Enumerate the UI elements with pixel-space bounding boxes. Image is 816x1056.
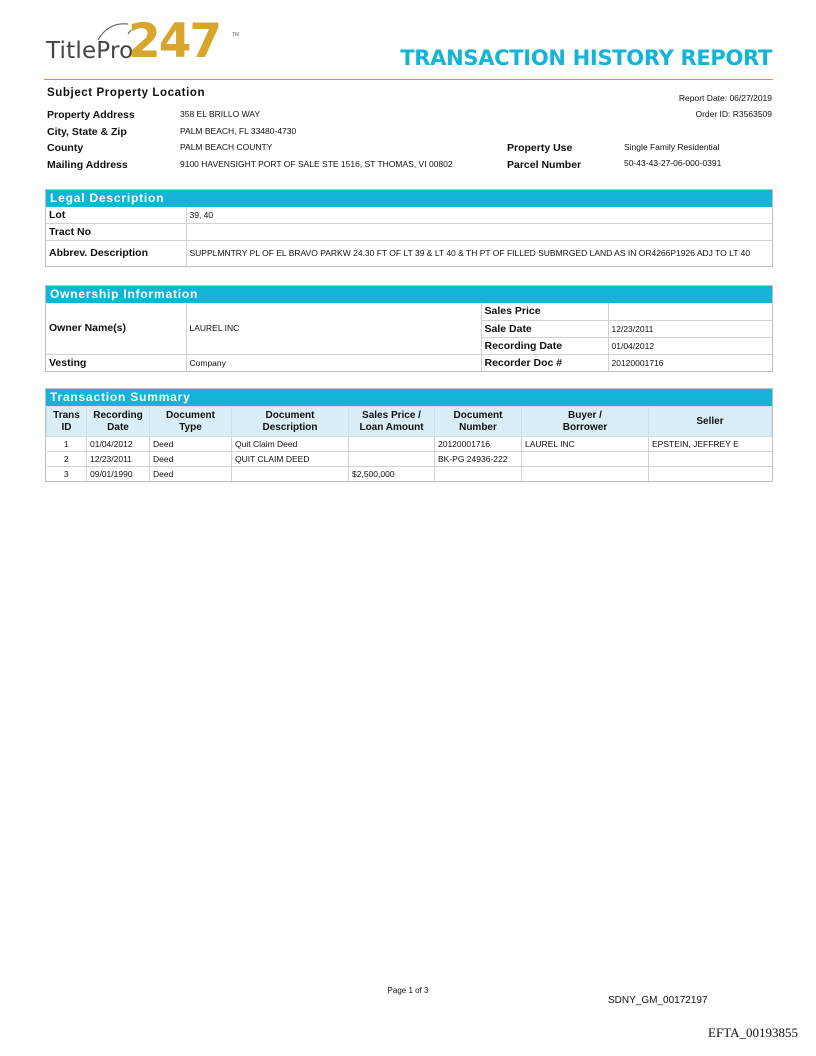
table-row <box>47 452 772 467</box>
cell-document-number: 20120001716 <box>435 437 522 452</box>
transaction-summary-panel <box>45 388 773 482</box>
sales-price-value <box>608 303 772 320</box>
lot-value: 39, 40 <box>186 207 772 223</box>
property-address-label: Property Address <box>47 109 135 121</box>
cell-seller <box>649 452 772 467</box>
county-value: PALM BEACH COUNTY <box>180 142 273 152</box>
column-header-document-description: Document Description <box>232 407 349 437</box>
property-use-value: Single Family Residential <box>624 142 720 152</box>
cell-trans-id: 2 <box>47 452 87 467</box>
logo-trademark: TM <box>232 32 240 38</box>
legal-description-heading: Legal Description <box>46 190 772 207</box>
parcel-number-label: Parcel Number <box>507 159 582 171</box>
vesting-value: Company <box>186 354 481 371</box>
owner-name-label: Owner Name(s) <box>46 303 186 354</box>
mailing-address-label: Mailing Address <box>47 159 128 171</box>
parcel-number-value: 50-43-43-27-06-000-0391 <box>624 158 722 168</box>
ownership-table <box>46 303 772 371</box>
property-address-value: 358 EL BRILLO WAY <box>180 109 260 119</box>
city-state-zip-label: City, State & Zip <box>47 126 127 138</box>
table-row <box>46 354 772 371</box>
cell-trans-id: 3 <box>47 467 87 482</box>
sales-price-label: Sales Price <box>481 303 608 320</box>
table-header-row <box>47 407 772 437</box>
document-id: SDNY_GM_00172197 <box>608 995 708 1006</box>
report-title: TRANSACTION HISTORY REPORT <box>400 46 772 70</box>
table-row <box>47 437 772 452</box>
logo-text: TitlePro <box>46 38 134 64</box>
cell-trans-id: 1 <box>47 437 87 452</box>
cell-recording-date: 01/04/2012 <box>87 437 150 452</box>
cell-recording-date: 12/23/2011 <box>87 452 150 467</box>
cell-sales-price <box>349 452 435 467</box>
table-row <box>47 467 772 482</box>
cell-document-description: Quit Claim Deed <box>232 437 349 452</box>
lot-label: Lot <box>46 207 186 223</box>
vesting-label: Vesting <box>46 354 186 371</box>
city-state-zip-value: PALM BEACH, FL 33480-4730 <box>180 126 297 136</box>
recording-date-label: Recording Date <box>481 337 608 354</box>
cell-document-type: Deed <box>150 452 232 467</box>
recording-date-value: 01/04/2012 <box>608 337 772 354</box>
recorder-doc-label: Recorder Doc # <box>481 354 608 371</box>
ownership-panel <box>45 285 773 372</box>
legal-description-table <box>46 207 772 266</box>
cell-document-type: Deed <box>150 437 232 452</box>
column-header-trans-id: Trans ID <box>47 407 87 437</box>
logo-number: 247 <box>128 14 221 69</box>
transaction-table <box>46 406 772 481</box>
column-header-recording-date: Recording Date <box>87 407 150 437</box>
column-header-sales-price: Sales Price / Loan Amount <box>349 407 435 437</box>
legal-description-panel <box>45 189 773 267</box>
tract-label: Tract No <box>46 223 186 240</box>
cell-buyer <box>522 452 649 467</box>
mailing-address-value: 9100 HAVENSIGHT PORT OF SALE STE 1516, ST THOMAS, VI 00802 <box>180 159 453 169</box>
column-header-document-number: Document Number <box>435 407 522 437</box>
cell-document-number: BK-PG 24936-222 <box>435 452 522 467</box>
column-header-buyer-borrower: Buyer / Borrower <box>522 407 649 437</box>
report-date: Report Date: 06/27/2019 <box>678 93 772 103</box>
tract-value <box>186 223 772 240</box>
ownership-heading: Ownership Information <box>46 286 772 303</box>
cell-sales-price: $2,500,000 <box>349 467 435 482</box>
cell-document-number <box>435 467 522 482</box>
table-row <box>46 303 772 320</box>
property-use-label: Property Use <box>507 142 573 154</box>
page-number: Page 1 of 3 <box>387 986 429 995</box>
transaction-summary-heading: Transaction Summary <box>46 389 772 406</box>
cell-document-description: QUIT CLAIM DEED <box>232 452 349 467</box>
cell-buyer: LAUREL INC <box>522 437 649 452</box>
order-id: Order ID: R3563509 <box>695 109 772 119</box>
titlepro-logo <box>46 14 246 76</box>
column-header-document-type: Document Type <box>150 407 232 437</box>
column-header-seller: Seller <box>649 407 772 437</box>
cell-document-description <box>232 467 349 482</box>
cell-buyer <box>522 467 649 482</box>
table-row <box>46 207 772 223</box>
cell-seller: EPSTEIN, JEFFREY E <box>649 437 772 452</box>
table-row <box>46 240 772 266</box>
table-row <box>46 223 772 240</box>
recorder-doc-value: 20120001716 <box>608 354 772 371</box>
abbrev-description-value: SUPPLMNTRY PL OF EL BRAVO PARKW 24.30 FT OF LT 39 & LT 40 & TH PT OF FILLED SUBMRGED LAND AS IN OR4266P1926 ADJ TO LT 40 <box>186 240 772 266</box>
sale-date-value: 12/23/2011 <box>608 320 772 337</box>
abbrev-description-label: Abbrev. Description <box>46 240 186 266</box>
cell-recording-date: 09/01/1990 <box>87 467 150 482</box>
cell-document-type: Deed <box>150 467 232 482</box>
efta-id: EFTA_00193855 <box>708 1025 798 1040</box>
sale-date-label: Sale Date <box>481 320 608 337</box>
cell-seller <box>649 467 772 482</box>
county-label: County <box>47 142 84 154</box>
cell-sales-price <box>349 437 435 452</box>
owner-name-value: LAUREL INC <box>186 303 481 354</box>
header-divider <box>44 79 773 80</box>
subject-heading: Subject Property Location <box>47 87 206 99</box>
